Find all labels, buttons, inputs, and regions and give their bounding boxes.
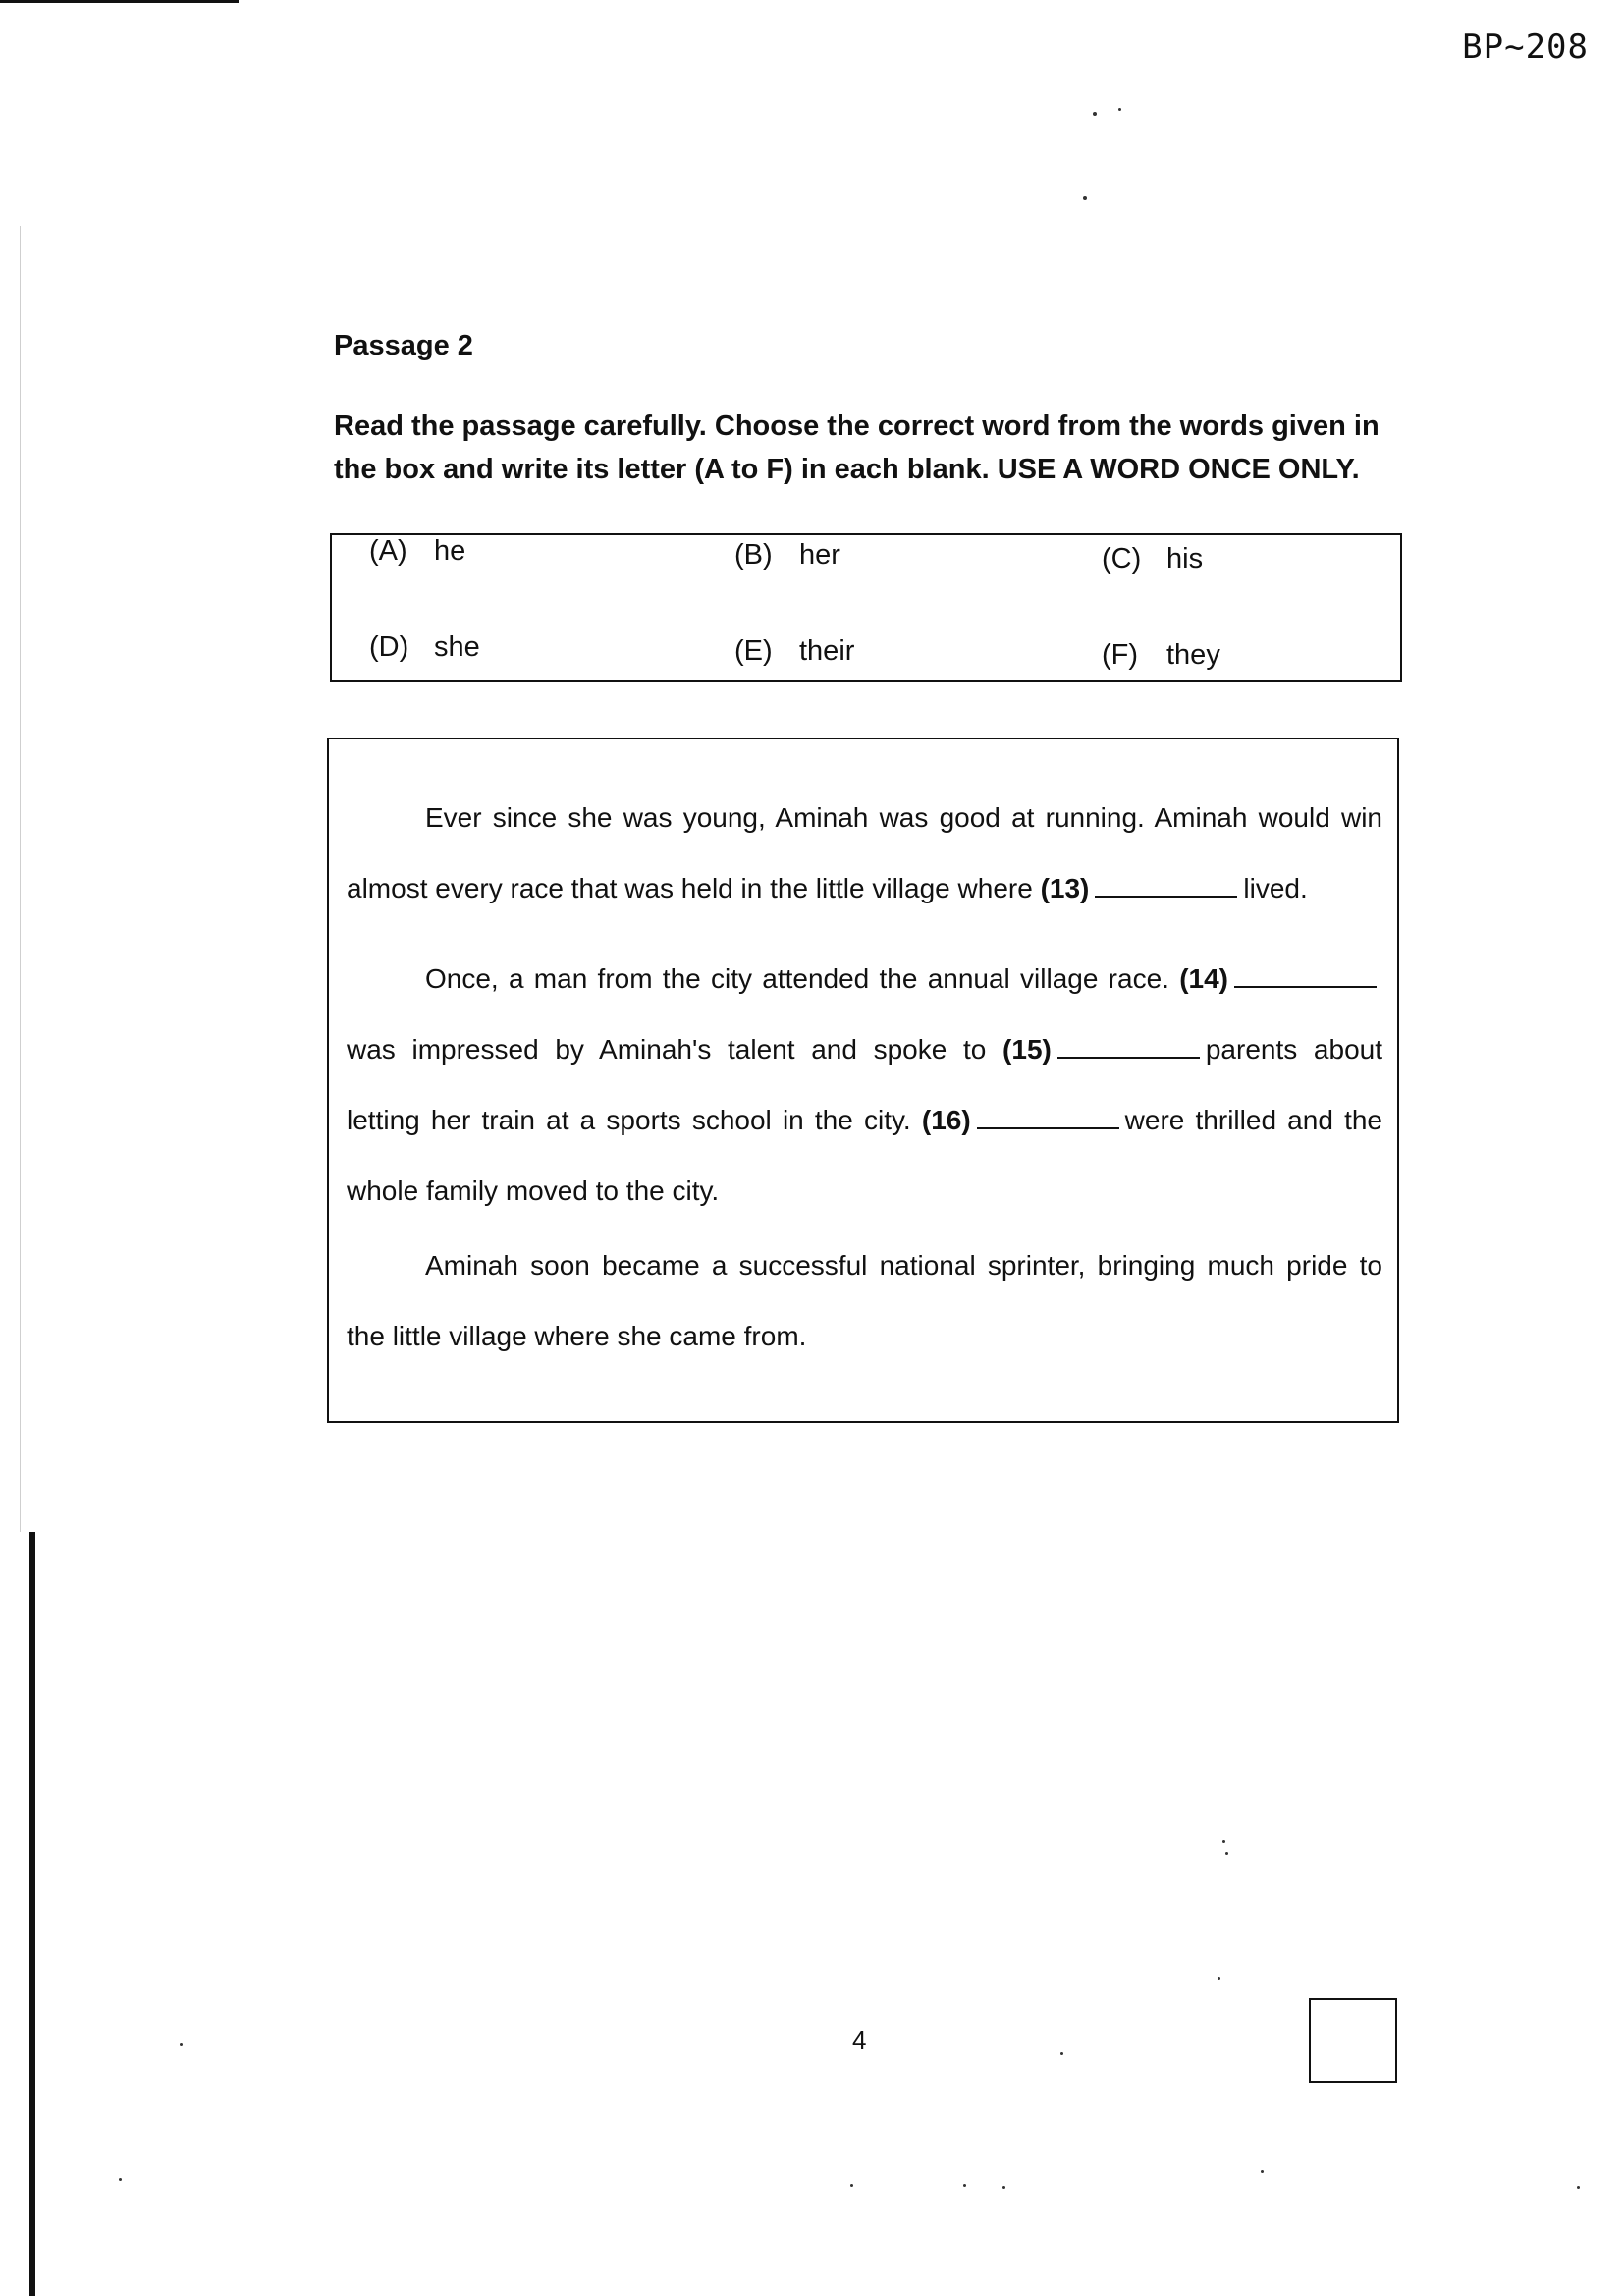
scan-speck — [180, 2043, 183, 2046]
passage-heading: Passage 2 — [334, 330, 473, 361]
answer-blank-13[interactable] — [1095, 874, 1237, 898]
scan-speck — [1218, 1977, 1220, 1980]
option-letter: (B) — [734, 539, 773, 571]
word-option-a — [369, 535, 465, 568]
option-word: she — [434, 631, 480, 663]
option-word: their — [799, 635, 855, 667]
instructions-emphasis: USE A WORD ONCE ONLY. — [997, 454, 1360, 485]
paper-code: BP~208 — [1462, 27, 1589, 67]
scan-speck — [963, 2184, 966, 2187]
question-number-13: (13) — [1040, 873, 1090, 903]
option-letter: (A) — [369, 535, 407, 567]
option-letter: (E) — [734, 635, 773, 667]
option-word: he — [434, 535, 466, 567]
scan-speck — [1093, 112, 1097, 116]
passage-paragraph-3 — [347, 1230, 1382, 1372]
page-number: 4 — [852, 2025, 867, 2054]
instructions-main: Read the passage carefully. Choose the correct word from the words given in the box and write its letter (A to F) in each blank. — [334, 410, 1380, 485]
score-box — [1309, 1998, 1397, 2083]
option-word: his — [1166, 543, 1204, 574]
paragraph-text: Once, a man from the city attended the annual village race. — [425, 963, 1169, 994]
word-option-d — [369, 631, 480, 664]
word-option-f — [1102, 639, 1220, 672]
question-number-14: (14) — [1179, 963, 1228, 994]
paragraph-text: Aminah soon became a successful national sprinter, bringing much pride to the little village where she came from. — [347, 1250, 1382, 1351]
word-bank-box — [330, 533, 1402, 682]
option-letter: (F) — [1102, 639, 1139, 671]
instructions — [334, 405, 1424, 491]
scan-speck — [1002, 2186, 1005, 2189]
passage-paragraph-1 — [347, 783, 1382, 924]
paragraph-text: was impressed by Aminah's talent and spoke to — [347, 1034, 987, 1065]
paragraph-text: parents about letting her train at a sports school in the city. — [347, 1034, 1382, 1135]
passage-box — [327, 738, 1399, 1423]
scan-speck — [1222, 1840, 1225, 1843]
paragraph-text: lived. — [1243, 873, 1308, 903]
question-number-16: (16) — [921, 1105, 971, 1135]
scan-speck — [1060, 2052, 1063, 2055]
scan-speck — [1577, 2186, 1580, 2189]
word-option-c — [1102, 543, 1203, 575]
word-option-e — [734, 635, 854, 668]
passage-paragraph-2 — [347, 944, 1382, 1227]
scan-speck — [1261, 2170, 1264, 2173]
option-letter: (C) — [1102, 543, 1142, 574]
option-letter: (D) — [369, 631, 409, 663]
option-word: her — [799, 539, 840, 571]
scan-speck — [119, 2178, 122, 2181]
scan-speck — [1225, 1852, 1228, 1855]
scan-speck — [1118, 108, 1121, 111]
paragraph-text: Ever since she was young, Aminah was good at running. Aminah would win almost every race that was held in the little village where — [347, 802, 1382, 903]
scan-top-rule — [0, 0, 239, 3]
scan-speck — [1083, 196, 1087, 200]
paragraph-text: were thrilled and the whole family moved to the city. — [347, 1105, 1382, 1206]
answer-blank-15[interactable] — [1057, 1035, 1200, 1059]
answer-blank-16[interactable] — [977, 1106, 1119, 1129]
question-number-15: (15) — [1002, 1034, 1052, 1065]
scan-speck — [850, 2184, 853, 2187]
scan-left-bar — [29, 1532, 35, 2296]
answer-blank-14[interactable] — [1234, 964, 1377, 988]
scan-left-edge — [20, 226, 21, 1532]
option-word: they — [1166, 639, 1220, 671]
word-option-b — [734, 539, 840, 572]
